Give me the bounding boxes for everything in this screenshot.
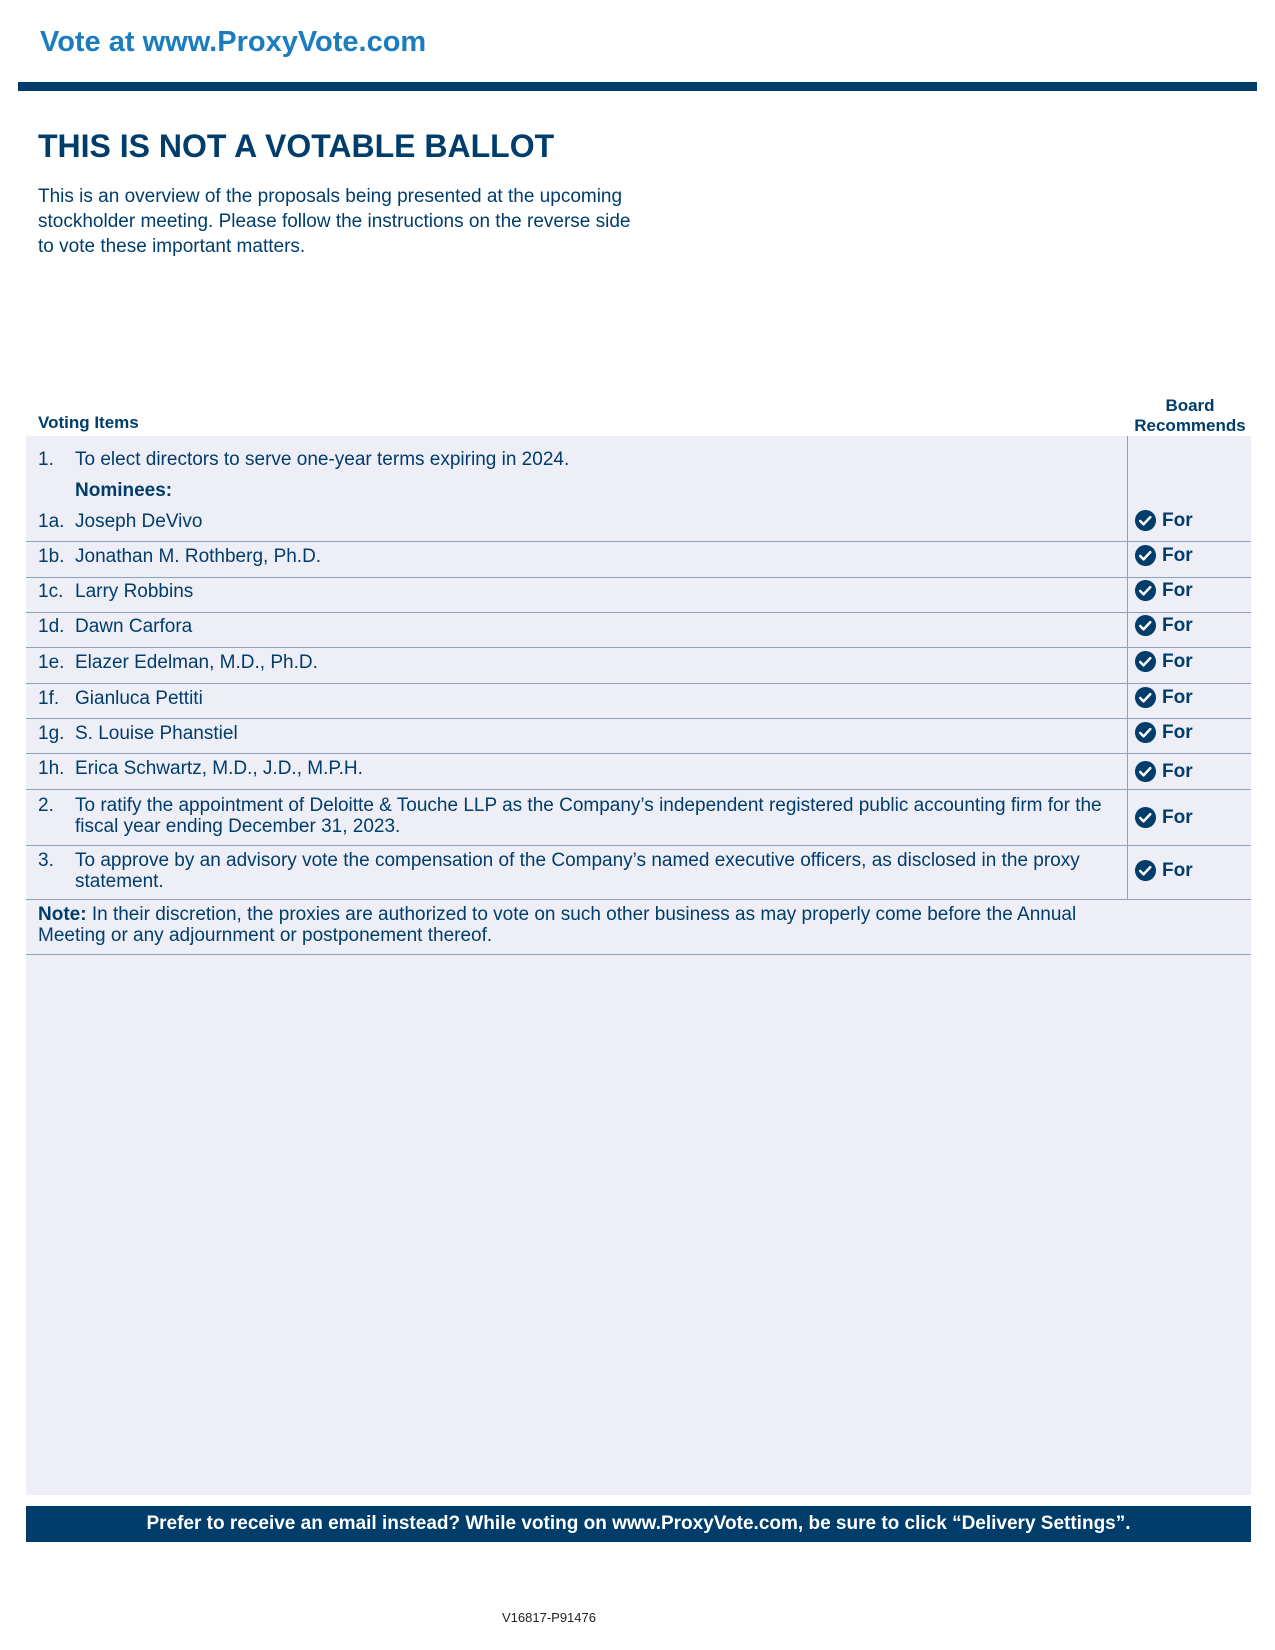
- item-number: 1e.: [38, 652, 65, 673]
- recommendation: [1134, 544, 1193, 567]
- recommendation: [1134, 721, 1193, 744]
- item-text: Larry Robbins: [75, 581, 194, 602]
- row-divider: [26, 753, 1251, 754]
- vote-link[interactable]: Vote at www.ProxyVote.com: [40, 26, 427, 58]
- delivery-settings-banner: [26, 1506, 1251, 1542]
- check-circle-icon: [1134, 579, 1157, 602]
- recommendation: [1134, 859, 1193, 882]
- row-divider: [26, 647, 1251, 648]
- recommendation-label: For: [1162, 760, 1193, 782]
- recommendation: [1134, 614, 1193, 637]
- item-number: 3.: [38, 850, 54, 871]
- item-text: Elazer Edelman, M.D., Ph.D.: [75, 652, 318, 673]
- item-text: To elect directors to serve one-year terms expiring in 2024.: [75, 449, 570, 470]
- check-circle-icon: [1134, 760, 1157, 783]
- recommendation: [1134, 686, 1193, 709]
- top-divider: [18, 82, 1257, 91]
- row-divider: [26, 683, 1251, 684]
- note-label: Note:: [38, 904, 87, 925]
- note: [38, 904, 1128, 946]
- board-recommends-line2: Recommends: [1134, 416, 1246, 435]
- item-number: 1b.: [38, 546, 65, 567]
- recommendation: [1134, 579, 1193, 602]
- row-divider: [26, 541, 1251, 542]
- page-title: THIS IS NOT A VOTABLE BALLOT: [38, 128, 555, 164]
- item-number: 1.: [38, 449, 54, 470]
- recommendation-label: For: [1162, 509, 1193, 531]
- column-divider: [1127, 436, 1128, 900]
- check-circle-icon: [1134, 509, 1157, 532]
- note-text: In their discretion, the proxies are authorized to vote on such other business as may properly come before the Annual Meeting or any adjournment or postponement thereof.: [38, 904, 1077, 946]
- check-circle-icon: [1134, 686, 1157, 709]
- document-code: V16817-P91476: [502, 1610, 596, 1625]
- recommendation-label: For: [1162, 859, 1193, 881]
- row-divider: [26, 612, 1251, 613]
- note-divider: [26, 954, 1251, 955]
- row-divider: [26, 845, 1251, 846]
- item-number: 1c.: [38, 581, 64, 602]
- item-number: 1f.: [38, 688, 60, 709]
- item-text: To ratify the appointment of Deloitte & Touche LLP as the Company’s independent registered public accounting firm for the fiscal year ending December 31, 2023.: [75, 795, 1102, 837]
- recommendation: [1134, 760, 1193, 783]
- recommendation-label: For: [1162, 721, 1193, 743]
- check-circle-icon: [1134, 614, 1157, 637]
- item-text: Gianluca Pettiti: [75, 688, 203, 709]
- item-text: Dawn Carfora: [75, 616, 193, 637]
- check-circle-icon: [1134, 721, 1157, 744]
- check-circle-icon: [1134, 544, 1157, 567]
- item-text: Jonathan M. Rothberg, Ph.D.: [75, 546, 322, 567]
- row-divider: [26, 899, 1251, 900]
- check-circle-icon: [1134, 806, 1157, 829]
- board-recommends-line1: Board: [1165, 396, 1215, 415]
- item-text: Joseph DeVivo: [75, 511, 203, 532]
- recommendation: [1134, 509, 1193, 532]
- recommendation-label: For: [1162, 806, 1193, 828]
- recommendation-label: For: [1162, 579, 1193, 601]
- item-number: 1a.: [38, 511, 65, 532]
- nominees-label: Nominees:: [75, 480, 173, 501]
- item-text: Erica Schwartz, M.D., J.D., M.P.H.: [75, 758, 363, 779]
- banner-text: Prefer to receive an email instead? While voting on www.ProxyVote.com, be sure to click “Delivery Settings”.: [146, 1513, 1131, 1534]
- row-divider: [26, 718, 1251, 719]
- recommendation: [1134, 806, 1193, 829]
- recommendation: [1134, 650, 1193, 673]
- recommendation-label: For: [1162, 614, 1193, 636]
- item-number: 1d.: [38, 616, 65, 637]
- row-divider: [26, 789, 1251, 790]
- recommendation-label: For: [1162, 544, 1193, 566]
- row-divider: [26, 577, 1251, 578]
- item-text: S. Louise Phanstiel: [75, 723, 238, 744]
- check-circle-icon: [1134, 859, 1157, 882]
- intro-text: This is an overview of the proposals being presented at the upcoming stockholder meeting. Please follow the instructions on the reverse side to vote these important matters.: [38, 186, 631, 257]
- item-number: 1g.: [38, 723, 65, 744]
- recommendation-label: For: [1162, 686, 1193, 708]
- item-number: 2.: [38, 795, 54, 816]
- item-number: 1h.: [38, 758, 65, 779]
- check-circle-icon: [1134, 650, 1157, 673]
- board-recommends-header: [1125, 396, 1255, 436]
- recommendation-label: For: [1162, 650, 1193, 672]
- voting-items-header: Voting Items: [38, 413, 139, 432]
- item-text: To approve by an advisory vote the compensation of the Company’s named executive officers, as disclosed in the proxy statement.: [75, 850, 1080, 892]
